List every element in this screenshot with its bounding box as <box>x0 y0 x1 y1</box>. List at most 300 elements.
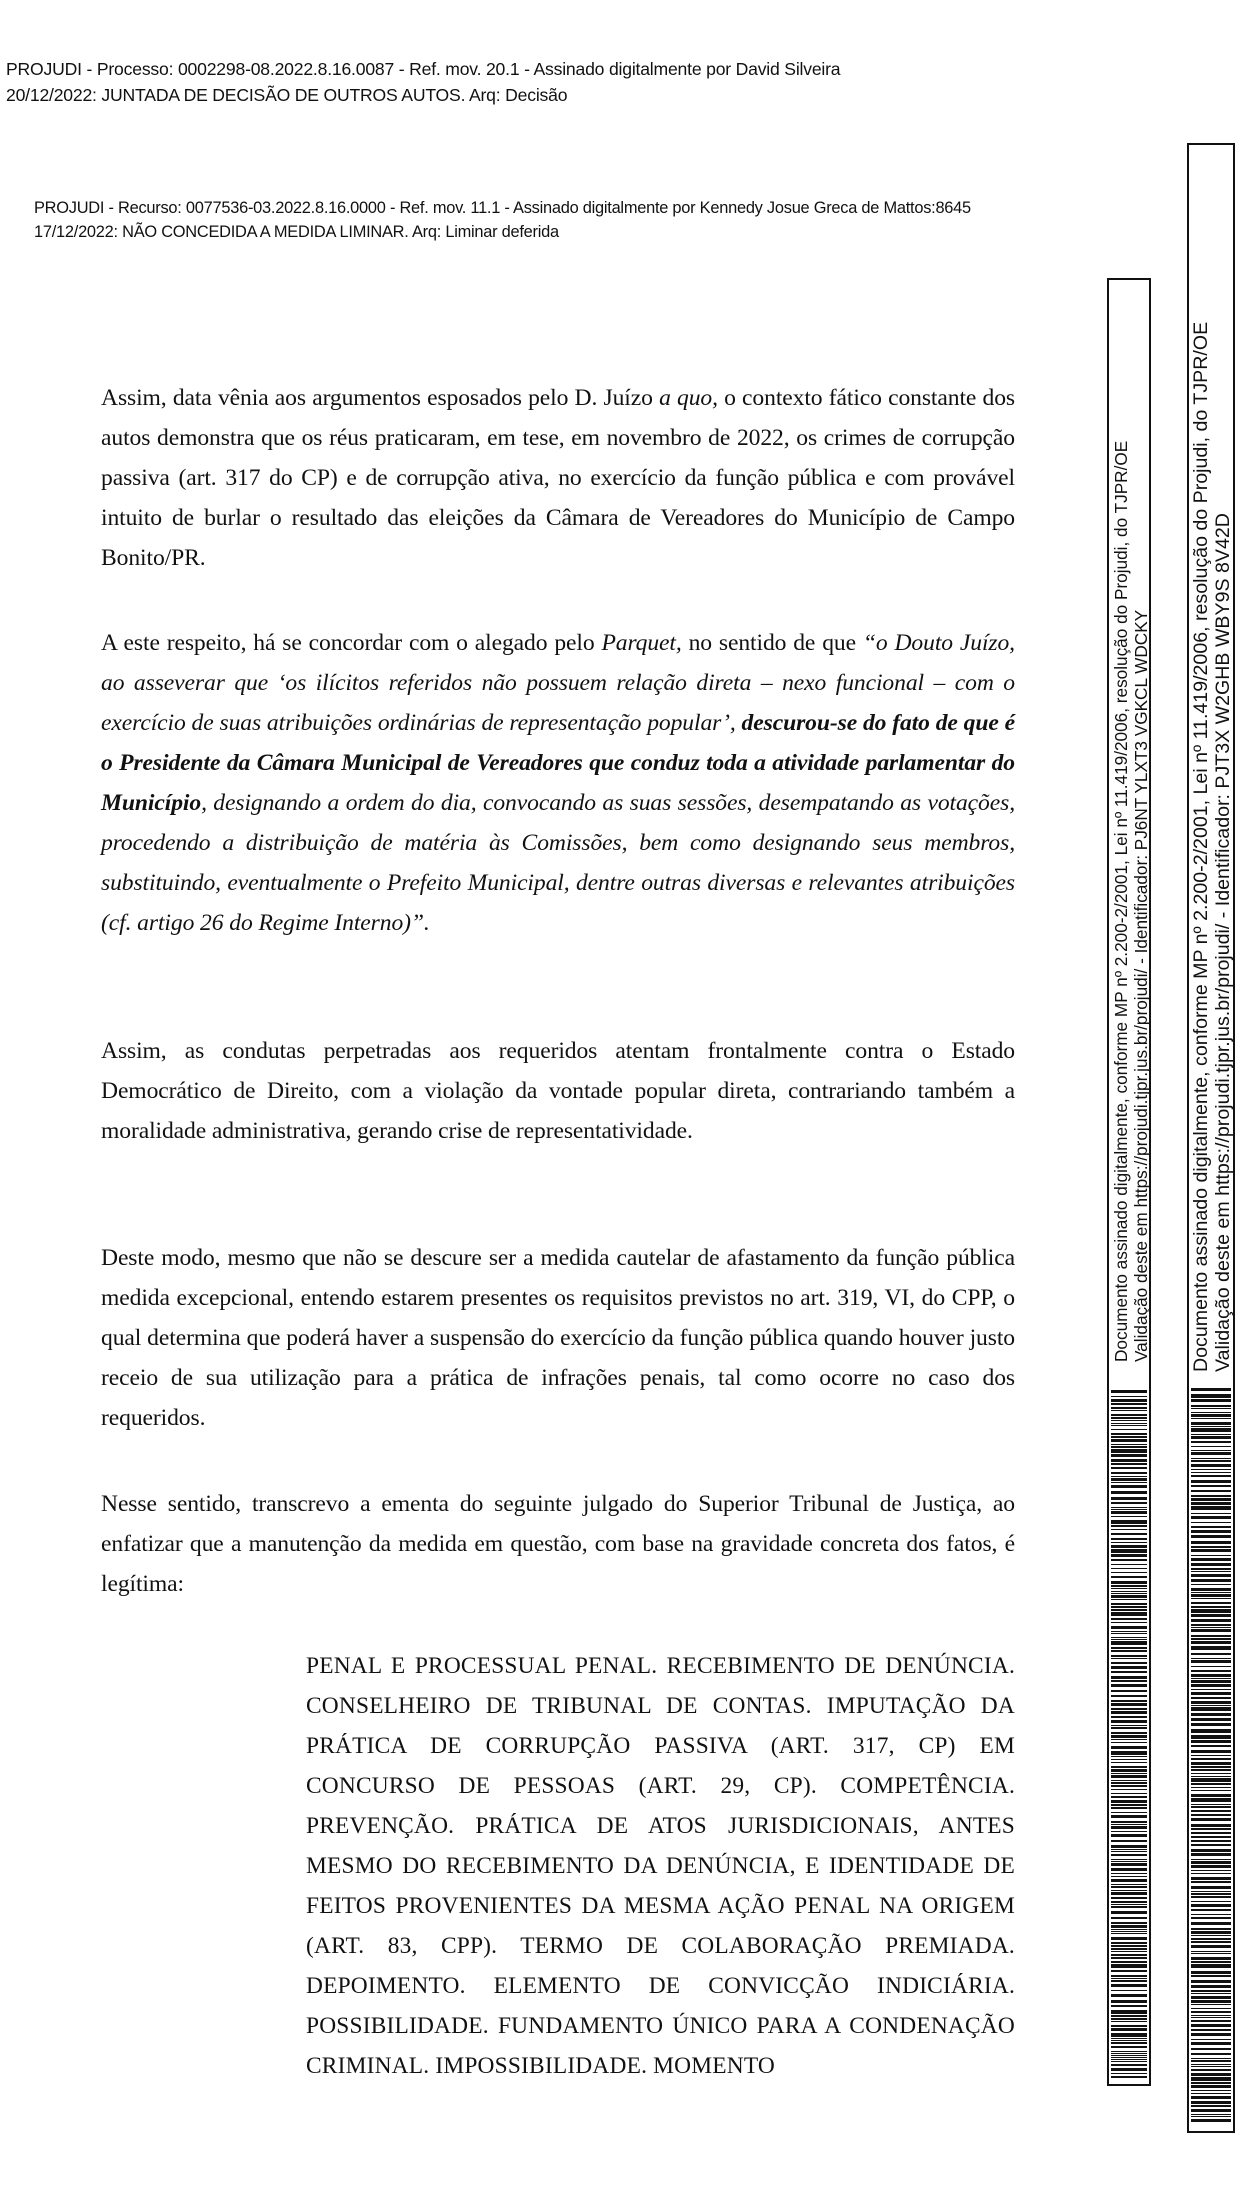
barcode-bar <box>1111 1716 1147 1718</box>
block-quote-ementa: PENAL E PROCESSUAL PENAL. RECEBIMENTO DE DENÚNCIA. CONSELHEIRO DE TRIBUNAL DE CONTAS. IMPUTAÇÃO DA PRÁTICA DE CORRUPÇÃO PASSIVA (ART. 317, CP) EM CONCURSO DE PESSOAS (ART. 29, CP). COMPETÊNCIA. PREVENÇÃO. PRÁTICA DE ATOS JURISDICIONAIS, ANTES MESMO DO RECEBIMENTO DA DENÚNCIA, E IDENTIDADE DE FEITOS PROVENIENTES DA MESMA AÇÃO PENAL NA ORIGEM (ART. 83, CPP). TERMO DE COLABORAÇÃO PREMIADA. DEPOIMENTO. ELEMENTO DE CONVICÇÃO INDICIÁRIA. POSSIBILIDADE. FUNDAMENTO ÚNICO PARA A CONDENAÇÃO CRIMINAL. IMPOSSIBILIDADE. MOMENTO <box>306 1653 1015 2079</box>
barcode-bar <box>1191 1931 1231 1934</box>
barcode-bar <box>1111 1585 1147 1587</box>
barcode-bar <box>1191 1588 1231 1591</box>
barcode-bar <box>1111 2021 1147 2022</box>
barcode-bar <box>1111 1472 1147 1474</box>
barcode-bar <box>1111 1904 1147 1905</box>
barcode-bar <box>1191 1769 1231 1771</box>
barcode-bar <box>1111 1933 1147 1934</box>
barcode-bar <box>1111 2000 1147 2003</box>
barcode-bar <box>1191 2109 1231 2112</box>
barcode-bar <box>1111 1647 1147 1649</box>
barcode-bar <box>1111 1834 1147 1837</box>
barcode-bar <box>1191 2011 1231 2013</box>
barcode-bar <box>1111 1690 1147 1692</box>
barcode-bar <box>1191 1414 1231 1417</box>
barcode-bar <box>1191 1891 1231 1892</box>
barcode-bar <box>1191 1873 1231 1874</box>
barcode-bar <box>1191 1990 1231 1992</box>
inner-barcode <box>1111 1390 1147 2078</box>
barcode-bar <box>1111 2061 1147 2062</box>
barcode-bar <box>1191 1909 1231 1911</box>
paragraph-3: Assim, as condutas perpetradas aos requeridos atentam frontalmente contra o Estado Democrático de Direito, com a violação da vontade popular direta, contrariando também a moralidade administrativa, gerando crise de representatividade. <box>101 1038 1015 1144</box>
barcode-bar <box>1111 1970 1147 1972</box>
barcode-bar <box>1111 1417 1147 1419</box>
barcode-bar <box>1191 1602 1231 1604</box>
barcode-bar <box>1191 1450 1231 1451</box>
barcode-bar <box>1111 2051 1147 2052</box>
barcode-bar <box>1111 1529 1147 1530</box>
barcode-bar <box>1191 2024 1231 2027</box>
barcode-bar <box>1191 1394 1231 1398</box>
barcode-bar <box>1191 2064 1231 2065</box>
barcode-bar <box>1111 1641 1147 1645</box>
barcode-bar <box>1191 1522 1231 1523</box>
barcode-bar <box>1111 1507 1147 1508</box>
barcode-bar <box>1191 1441 1231 1443</box>
barcode-bar <box>1111 1978 1147 1979</box>
barcode-bar <box>1191 2082 1231 2084</box>
barcode-bar <box>1191 1740 1231 1743</box>
barcode-bar <box>1191 1735 1231 1739</box>
barcode-bar <box>1191 1818 1231 1821</box>
barcode-bar <box>1111 1746 1147 1749</box>
barcode-bar <box>1191 1592 1231 1593</box>
barcode-bar <box>1191 1806 1231 1808</box>
barcode-bar <box>1111 1957 1147 1959</box>
barcode-bar <box>1111 1588 1147 1589</box>
barcode-bar <box>1191 1718 1231 1721</box>
barcode-bar <box>1111 1975 1147 1977</box>
barcode-bar <box>1111 1735 1147 1738</box>
barcode-bar <box>1111 1502 1147 1504</box>
barcode-bar <box>1191 1412 1231 1413</box>
barcode-bar <box>1111 1980 1147 1982</box>
barcode-bar <box>1191 1861 1231 1864</box>
barcode-bar <box>1111 1906 1147 1908</box>
barcode-bar <box>1191 1971 1231 1974</box>
barcode-bar <box>1191 1674 1231 1677</box>
barcode-bar <box>1191 1555 1231 1556</box>
barcode-bar <box>1191 1638 1231 1640</box>
barcode-bar <box>1191 1563 1231 1566</box>
barcode-bar <box>1111 1739 1147 1740</box>
paragraph-1: Assim, data vênia aos argumentos esposados pelo D. Juízo a quo, o contexto fático constante dos autos demonstra que os réus praticaram, em tese, em novembro de 2022, os crimes de corrupção passiva (art. 317 do CP) e de corrupção ativa, no exercício da função pública e com provável intuito de burlar o resultado das eleições da Câmara de Vereadores do Município de Campo Bonito/PR. <box>101 385 1015 571</box>
barcode-bar <box>1111 1725 1147 1726</box>
barcode-bar <box>1111 2076 1147 2078</box>
barcode-bar <box>1191 1745 1231 1747</box>
barcode-bar <box>1191 1680 1231 1683</box>
barcode-bar <box>1111 1542 1147 1543</box>
barcode-bar <box>1191 1766 1231 1768</box>
barcode-bar <box>1191 1798 1231 1802</box>
barcode-bar <box>1191 1641 1231 1644</box>
barcode-bar <box>1191 1705 1231 1706</box>
barcode-bar <box>1111 2028 1147 2031</box>
barcode-bar <box>1191 1922 1231 1925</box>
barcode-bar <box>1111 2068 1147 2071</box>
barcode-bar <box>1191 1546 1231 1548</box>
barcode-bar <box>1111 1497 1147 1500</box>
barcode-bar <box>1111 2038 1147 2039</box>
barcode-bar <box>1191 1526 1231 1528</box>
barcode-bar <box>1191 1914 1231 1915</box>
outer-signature-line-1: Documento assinado digitalmente, conforme MP nº 2.200-2/2001, Lei nº 11.419/2006, resolução do Projudi, do TJPR/OE <box>1190 321 1212 1372</box>
barcode-bar <box>1191 2060 1231 2062</box>
barcode-bar <box>1191 2008 1231 2009</box>
barcode-bar <box>1191 1399 1231 1402</box>
barcode-bar <box>1111 1429 1147 1430</box>
barcode-bar <box>1111 1711 1147 1714</box>
barcode-bar <box>1111 1581 1147 1584</box>
barcode-bar <box>1111 1789 1147 1790</box>
barcode-bar <box>1111 1861 1147 1862</box>
barcode-bar <box>1191 1498 1231 1501</box>
barcode-bar <box>1191 1917 1231 1919</box>
barcode-bar <box>1191 1935 1231 1936</box>
barcode-bar <box>1191 2114 1231 2115</box>
barcode-bar <box>1111 1796 1147 1798</box>
barcode-bar <box>1191 1629 1231 1632</box>
barcode-bar <box>1111 1396 1147 1397</box>
barcode-bar <box>1191 1778 1231 1782</box>
barcode-bar <box>1191 1469 1231 1470</box>
barcode-bar <box>1111 1572 1147 1573</box>
barcode-bar <box>1111 1637 1147 1638</box>
barcode-bar <box>1111 1863 1147 1866</box>
barcode-bar <box>1191 1713 1231 1716</box>
barcode-bar <box>1191 1961 1231 1963</box>
barcode-bar <box>1111 1671 1147 1673</box>
barcode-bar <box>1191 2000 1231 2003</box>
barcode-bar <box>1111 1658 1147 1659</box>
barcode-bar <box>1111 1662 1147 1664</box>
barcode-bar <box>1111 1886 1147 1888</box>
barcode-bar <box>1111 1824 1147 1825</box>
barcode-bar <box>1191 2004 1231 2005</box>
barcode-bar <box>1111 1603 1147 1605</box>
barcode-bar <box>1111 1449 1147 1453</box>
barcode-bar <box>1191 1707 1231 1711</box>
barcode-bar <box>1191 1584 1231 1585</box>
barcode-bar <box>1191 2029 1231 2031</box>
barcode-bar <box>1191 1408 1231 1409</box>
barcode-bar <box>1191 1609 1231 1613</box>
barcode-bar <box>1191 1750 1231 1753</box>
barcode-bar <box>1191 1844 1231 1846</box>
barcode-bar <box>1111 1901 1147 1903</box>
barcode-bar <box>1111 1425 1147 1426</box>
barcode-bar <box>1191 1627 1231 1628</box>
barcode-bar <box>1111 1854 1147 1856</box>
barcode-bar <box>1191 1804 1231 1805</box>
barcode-bar <box>1111 1639 1147 1640</box>
barcode-bar <box>1191 1938 1231 1940</box>
barcode-bar <box>1111 1485 1147 1488</box>
barcode-bar <box>1111 1793 1147 1794</box>
barcode-bar <box>1111 1390 1147 1393</box>
barcode-bar <box>1191 1810 1231 1812</box>
barcode-bar <box>1111 1446 1147 1448</box>
barcode-bar <box>1191 1928 1231 1930</box>
barcode-bar <box>1191 1755 1231 1756</box>
barcode-bar <box>1111 1622 1147 1623</box>
barcode-bar <box>1191 1870 1231 1871</box>
barcode-bar <box>1191 1853 1231 1856</box>
barcode-bar <box>1191 1794 1231 1797</box>
barcode-bar <box>1111 1720 1147 1723</box>
barcode-bar <box>1191 1460 1231 1462</box>
barcode-bar <box>1191 1624 1231 1626</box>
barcode-bar <box>1191 1428 1231 1432</box>
barcode-bar <box>1111 2064 1147 2066</box>
barcode-bar <box>1111 1892 1147 1895</box>
barcode-bar <box>1191 1840 1231 1842</box>
barcode-bar <box>1191 1849 1231 1852</box>
barcode-bar <box>1111 2040 1147 2041</box>
barcode-bar <box>1111 1533 1147 1535</box>
barcode-bar <box>1111 1727 1147 1729</box>
barcode-bar <box>1191 1904 1231 1907</box>
barcode-bar <box>1191 1893 1231 1895</box>
barcode-bar <box>1111 1554 1147 1557</box>
barcode-bar <box>1191 1446 1231 1447</box>
barcode-bar <box>1111 1840 1147 1842</box>
barcode-bar <box>1191 1571 1231 1572</box>
barcode-bar <box>1111 2046 1147 2048</box>
barcode-bar <box>1191 1945 1231 1948</box>
barcode-bar <box>1111 1463 1147 1465</box>
barcode-bar <box>1111 1831 1147 1832</box>
barcode-bar <box>1111 1766 1147 1768</box>
barcode-bar <box>1191 1658 1231 1659</box>
barcode-bar <box>1111 1868 1147 1871</box>
paragraph-2: A este respeito, há se concordar com o alegado pelo Parquet, no sentido de que “o Douto Juízo, ao asseverar que ‘os ilícitos referidos não possuem relação direta – nexo funcional – com o exercício de suas atribuições ordinárias de representação popular’, descurou-se do fato de que é o Presidente da Câmara Municipal de Vereadores que conduz toda a atividade parlamentar do Município, designando a ordem do dia, convocando as suas sessões, desempatando as votações, procedendo a distribuição de matéria às Comissões, bem como designando seus membros, substituindo, eventualmente o Prefeito Municipal, dentre outras diversas e relevantes atribuições (cf. artigo 26 do Regime Interno)”. <box>101 630 1015 936</box>
barcode-bar <box>1111 1732 1147 1734</box>
barcode-bar <box>1111 1410 1147 1411</box>
barcode-bar <box>1111 1961 1147 1963</box>
inner-document-header <box>34 196 971 244</box>
barcode-bar <box>1111 1945 1147 1947</box>
outer-header-line-1: PROJUDI - Processo: 0002298-08.2022.8.16.0087 - Ref. mov. 20.1 - Assinado digitalmente por David Silveira <box>6 59 841 79</box>
barcode-bar <box>1111 1633 1147 1634</box>
barcode-bar <box>1191 1549 1231 1552</box>
barcode-bar <box>1111 1595 1147 1598</box>
barcode-bar <box>1191 2058 1231 2059</box>
barcode-bar <box>1111 1655 1147 1657</box>
barcode-bar <box>1191 1678 1231 1679</box>
barcode-bar <box>1111 1990 1147 1991</box>
barcode-bar <box>1111 1703 1147 1706</box>
barcode-bar <box>1191 1697 1231 1699</box>
barcode-bar <box>1111 1420 1147 1421</box>
barcode-bar <box>1111 2053 1147 2054</box>
barcode-bar <box>1191 1535 1231 1538</box>
barcode-bar <box>1111 1859 1147 1860</box>
barcode-bar <box>1191 1832 1231 1834</box>
barcode-bar <box>1191 1646 1231 1650</box>
barcode-bar <box>1191 1814 1231 1816</box>
barcode-bar <box>1191 1579 1231 1582</box>
barcode-bar <box>1111 1606 1147 1608</box>
barcode-bar <box>1191 1985 1231 1988</box>
barcode-bar <box>1111 1414 1147 1416</box>
barcode-bar <box>1191 1418 1231 1419</box>
barcode-bar <box>1111 1538 1147 1540</box>
barcode-bar <box>1111 1769 1147 1772</box>
barcode-bar <box>1111 1929 1147 1930</box>
inner-signature-line-1: Documento assinado digitalmente, conforme MP nº 2.200-2/2001, Lei nº 11.419/2006, resolução do Projudi, do TJPR/OE <box>1111 440 1131 1362</box>
barcode-bar <box>1191 1783 1231 1785</box>
barcode-bar <box>1191 2119 1231 2122</box>
barcode-bar <box>1191 1422 1231 1425</box>
barcode-bar <box>1111 1994 1147 1997</box>
barcode-bar <box>1111 1612 1147 1616</box>
barcode-bar <box>1111 1676 1147 1679</box>
barcode-bar <box>1111 1439 1147 1442</box>
barcode-bar <box>1111 1742 1147 1743</box>
barcode-bar <box>1111 2059 1147 2060</box>
barcode-bar <box>1111 1890 1147 1891</box>
barcode-bar <box>1191 1574 1231 1577</box>
barcode-bar <box>1191 1666 1231 1667</box>
barcode-bar <box>1191 1951 1231 1952</box>
barcode-bar <box>1111 1545 1147 1548</box>
barcode-bar <box>1191 1568 1231 1570</box>
barcode-bar <box>1191 1458 1231 1459</box>
barcode-bar <box>1111 1549 1147 1553</box>
barcode-bar <box>1191 1828 1231 1830</box>
barcode-bar <box>1191 1485 1231 1487</box>
barcode-bar <box>1111 2057 1147 2058</box>
barcode-bar <box>1111 2018 1147 2020</box>
barcode-bar <box>1111 1684 1147 1687</box>
outer-header-line-2: 20/12/2022: JUNTADA DE DECISÃO DE OUTROS AUTOS. Arq: Decisão <box>6 85 568 105</box>
outer-signature-line-2: Validação deste em https://projudi.tjpr.jus.br/projudi/ - Identificador: PJT3X W2GHB WBY9S 8V42D <box>1212 513 1234 1372</box>
barcode-bar <box>1191 1388 1231 1391</box>
barcode-bar <box>1111 1785 1147 1787</box>
barcode-bar <box>1191 2015 1231 2016</box>
barcode-bar <box>1191 2096 1231 2099</box>
barcode-bar <box>1191 1865 1231 1868</box>
barcode-bar <box>1111 1609 1147 1611</box>
inner-header-line-1: PROJUDI - Recurso: 0077536-03.2022.8.16.0000 - Ref. mov. 11.1 - Assinado digitalmente por Kennedy Josue Greca de Mattos:8645 <box>34 199 971 217</box>
barcode-bar <box>1111 2073 1147 2074</box>
barcode-bar <box>1191 1975 1231 1977</box>
barcode-bar <box>1191 1653 1231 1655</box>
barcode-bar <box>1191 1594 1231 1597</box>
barcode-bar <box>1191 1513 1231 1514</box>
barcode-bar <box>1191 1993 1231 1994</box>
barcode-bar <box>1191 1689 1231 1690</box>
barcode-bar <box>1191 1405 1231 1407</box>
barcode-bar <box>1111 2055 1147 2056</box>
barcode-bar <box>1191 1824 1231 1827</box>
barcode-bar <box>1111 1800 1147 1803</box>
barcode-bar <box>1111 1815 1147 1818</box>
barcode-bar <box>1191 1516 1231 1519</box>
barcode-bar <box>1111 1399 1147 1402</box>
barcode-bar <box>1111 1650 1147 1652</box>
barcode-bar <box>1191 1670 1231 1672</box>
barcode-bar <box>1111 1700 1147 1702</box>
barcode-bar <box>1191 1953 1231 1954</box>
barcode-bar <box>1191 1886 1231 1889</box>
barcode-bar <box>1191 1464 1231 1467</box>
outer-document-header <box>6 56 840 108</box>
barcode-bar <box>1191 1773 1231 1774</box>
barcode-bar <box>1111 1403 1147 1405</box>
barcode-bar <box>1111 1618 1147 1620</box>
barcode-bar <box>1111 1436 1147 1438</box>
barcode-bar <box>1191 2017 1231 2018</box>
barcode-bar <box>1111 1454 1147 1457</box>
barcode-bar <box>1111 1593 1147 1594</box>
barcode-bar <box>1111 1812 1147 1813</box>
barcode-bar <box>1111 1937 1147 1940</box>
barcode-bar <box>1111 1423 1147 1424</box>
barcode-bar <box>1191 1758 1231 1760</box>
barcode-bar <box>1111 1564 1147 1565</box>
barcode-bar <box>1191 1530 1231 1533</box>
barcode-bar <box>1191 1495 1231 1497</box>
barcode-bar <box>1191 2105 1231 2107</box>
barcode-bar <box>1111 1478 1147 1481</box>
barcode-bar <box>1111 1759 1147 1760</box>
barcode-bar <box>1191 2073 1231 2076</box>
barcode-bar <box>1191 2033 1231 2036</box>
barcode-bar <box>1191 1426 1231 1427</box>
barcode-bar <box>1191 1692 1231 1695</box>
barcode-bar <box>1111 1911 1147 1914</box>
barcode-bar <box>1191 1472 1231 1473</box>
paragraph-5: Nesse sentido, transcrevo a ementa do seguinte julgado do Superior Tribunal de Justiça, ao enfatizar que a manutenção da medida em questão, com base na gravidade concreta dos fatos, é legítima: <box>101 1491 1015 1597</box>
barcode-bar <box>1191 2077 1231 2081</box>
barcode-bar <box>1111 2015 1147 2017</box>
barcode-bar <box>1191 1434 1231 1435</box>
barcode-bar <box>1111 1751 1147 1755</box>
barcode-bar <box>1191 1619 1231 1622</box>
barcode-bar <box>1191 1635 1231 1637</box>
barcode-bar <box>1191 1941 1231 1943</box>
barcode-bar <box>1111 1884 1147 1885</box>
barcode-bar <box>1111 1708 1147 1710</box>
barcode-bar <box>1191 2085 1231 2088</box>
barcode-bar <box>1191 1901 1231 1902</box>
barcode-bar <box>1191 2101 1231 2104</box>
barcode-bar <box>1111 1851 1147 1852</box>
barcode-bar <box>1111 1626 1147 1629</box>
barcode-bar <box>1191 1598 1231 1599</box>
barcode-bar <box>1111 1433 1147 1435</box>
barcode-bar <box>1111 1559 1147 1561</box>
barcode-bar <box>1191 1684 1231 1687</box>
barcode-bar <box>1111 1897 1147 1899</box>
barcode-bar <box>1191 1558 1231 1561</box>
barcode-bar <box>1191 2020 1231 2022</box>
barcode-bar <box>1191 1506 1231 1510</box>
barcode-bar <box>1191 1541 1231 1544</box>
barcode-bar <box>1111 1631 1147 1632</box>
paragraph-4: Deste modo, mesmo que não se descure ser a medida cautelar de afastamento da função pública medida excepcional, entendo estarem presentes os requisitos previstos no art. 319, VI, do CPP, o qual determina que poderá haver a suspensão do exercício da função pública quando houver justo receio de sua utilização para a prática de infrações penais, tal como ocorre no caso dos requeridos. <box>101 1245 1015 1431</box>
barcode-bar <box>1191 2116 1231 2117</box>
barcode-bar <box>1111 1773 1147 1774</box>
barcode-bar <box>1111 1951 1147 1952</box>
barcode-bar <box>1111 1925 1147 1928</box>
barcode-bar <box>1111 1680 1147 1682</box>
barcode-bar <box>1111 1467 1147 1469</box>
inner-signature-line-2: Validação deste em https://projudi.tjpr.jus.br/projudi/ - Identificador: PJ6NT YLXT3 VGKCL WDCKY <box>1131 609 1151 1362</box>
